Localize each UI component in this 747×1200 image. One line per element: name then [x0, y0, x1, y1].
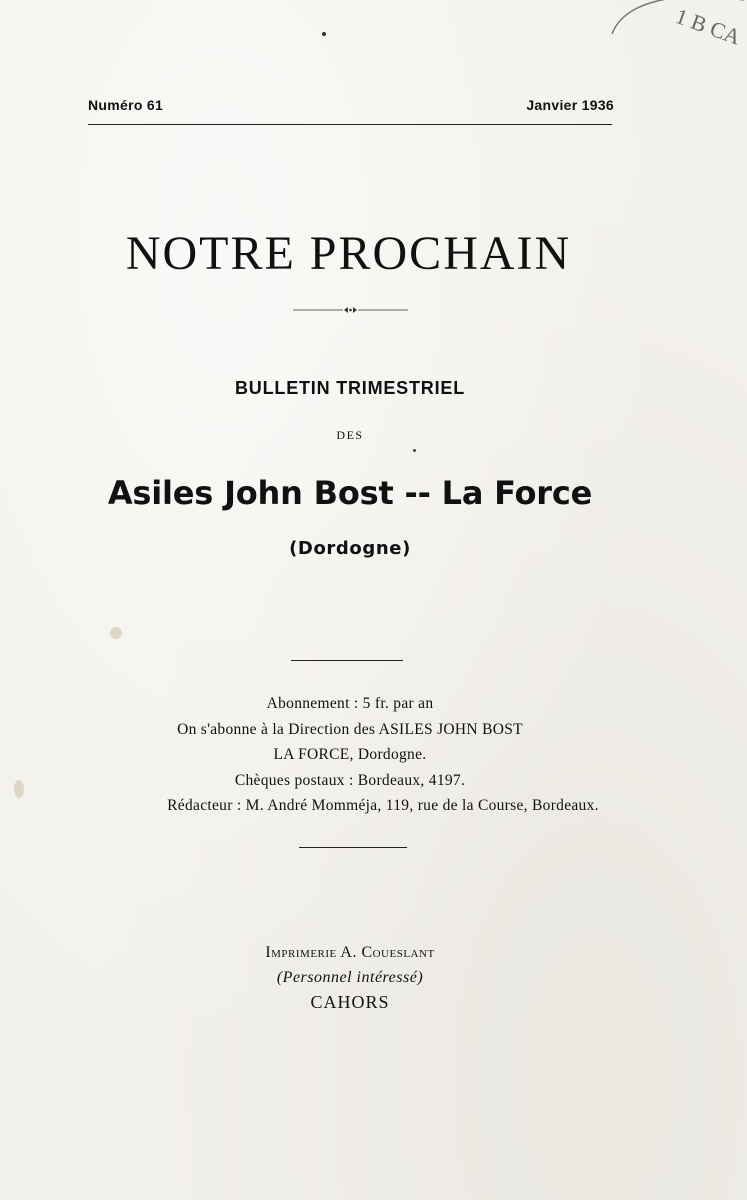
- header-divider: [88, 124, 612, 125]
- ornament-divider: [293, 306, 408, 314]
- info-line-cheques: Chèques postaux : Bordeaux, 4197.: [234, 771, 466, 789]
- subtitle: BULLETIN TRIMESTRIEL: [235, 378, 465, 398]
- info-line-editor: Rédacteur : M. André Momméja, 119, rue de la Course, Bordeaux.: [167, 797, 599, 814]
- info-line-address: LA FORCE, Dordogne.: [273, 746, 427, 763]
- connector-word: DES: [336, 428, 364, 442]
- printer-note: (Personnel intéressé): [276, 969, 424, 986]
- ink-dot: [322, 32, 326, 36]
- institution-name: Asiles John Bost -- La Force: [107, 474, 593, 512]
- page-title: NOTRE PROCHAIN: [125, 227, 572, 280]
- paper-stain: [110, 627, 122, 639]
- section-divider: [299, 847, 407, 848]
- subscription-info: [0, 691, 700, 819]
- info-line-subscription: Abonnement : 5 fr. par an: [266, 695, 434, 712]
- issue-date: Janvier 1936: [526, 97, 614, 113]
- ink-dot: [413, 449, 416, 452]
- printer-info: [0, 940, 700, 1015]
- archive-stamp: [604, 0, 747, 52]
- region-name: (Dordogne): [289, 538, 411, 559]
- info-line-direction: On s'abonne à la Direction des ASILES JOHN BOST: [177, 720, 523, 738]
- issue-number: Numéro 61: [88, 97, 164, 113]
- printer-city: CAHORS: [310, 992, 390, 1012]
- printer-name: Imprimerie A. Coueslant: [265, 944, 435, 961]
- section-divider: [291, 660, 403, 661]
- stamp-text: 1 B CA: [672, 3, 745, 50]
